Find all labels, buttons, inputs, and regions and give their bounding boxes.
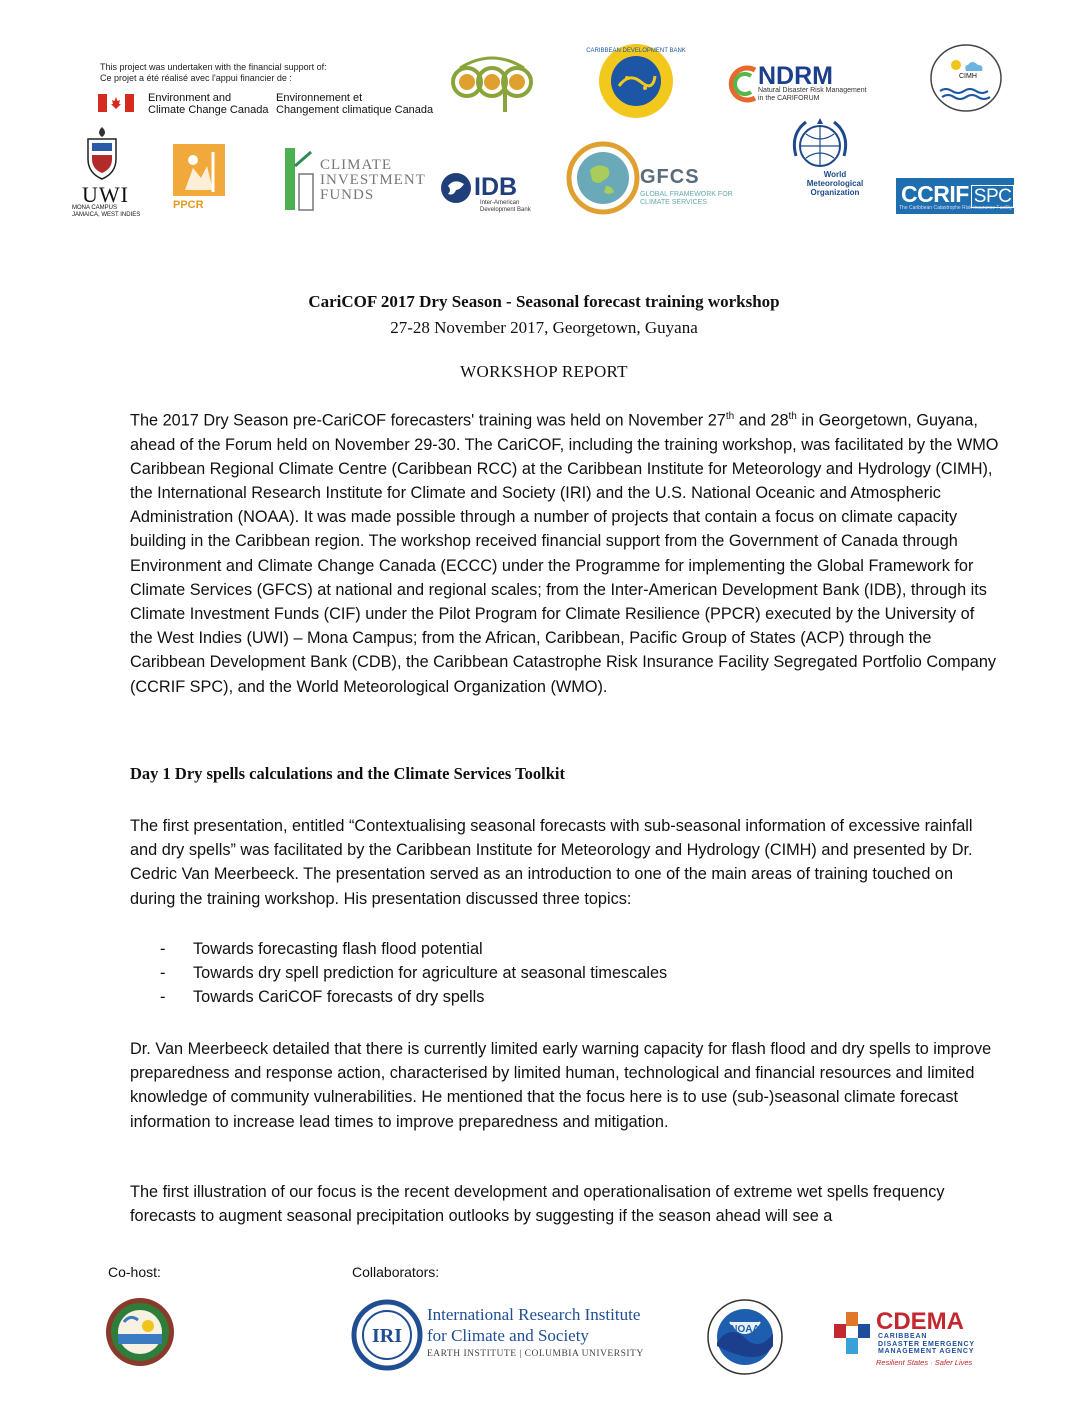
cohost-seal-icon (104, 1296, 176, 1368)
list-item: - Towards CariCOF forecasts of dry spells (160, 985, 667, 1009)
idb-logo-subtitle: Inter-American Development Bank (480, 200, 531, 213)
ndrm-mark-icon (731, 64, 759, 104)
illustration-paragraph: The first illustration of our focus is the recent development and operationalisation of extreme wet spells frequency forecasts to augment seasonal precipitation outlooks by suggesting if the season ahead will see a (130, 1183, 945, 1226)
cif-logo-text: CLIMATE INVESTMENT FUNDS (320, 157, 426, 203)
idb-logo-text: IDB (474, 173, 518, 201)
idb-mark-icon (440, 172, 472, 204)
gfcs-globe-icon (566, 140, 640, 216)
report-label: WORKSHOP REPORT (460, 362, 628, 381)
wmo-emblem-icon (790, 116, 850, 172)
gfcs-logo-text: GFCS (640, 166, 700, 188)
ndrm-logo-text: NDRM (758, 62, 833, 90)
ppcr-logo (173, 144, 225, 196)
uwi-logo-subtitle: MONA CAMPUS JAMAICA, WEST INDIES (72, 205, 141, 218)
cohost-label: Co-host: (108, 1264, 161, 1280)
document-subtitle: 27-28 November 2017, Georgetown, Guyana (390, 318, 698, 337)
iri-logo-text: International Research Institute for Climate and Society (427, 1305, 641, 1345)
canada-flag-icon (98, 94, 134, 112)
eccc-french-name: Environnement et Changement climatique Canada (276, 92, 434, 116)
acp-logo (450, 46, 534, 114)
cif-mark-icon (283, 146, 317, 212)
iri-mark-text: IRI (371, 1325, 403, 1347)
list-item: - Towards dry spell prediction for agriculture at seasonal timescales (160, 961, 667, 985)
iri-logo-icon (352, 1300, 422, 1370)
cimh-logo-text: CIMH (959, 73, 977, 80)
document-title: CariCOF 2017 Dry Season - Seasonal forecast training workshop (308, 292, 780, 311)
noaa-logo-text: NOAA (730, 1324, 760, 1335)
cdb-logo-text: CARIBBEAN DEVELOPMENT BANK (586, 48, 686, 54)
early-warning-paragraph: Dr. Van Meerbeeck detailed that there is currently limited early warning capacity for flash flood and dry spells to improve preparedness and response action, characterised by limited human, technological and financial resources and limited knowledge of community vulnerabilities. He mentioned that the focus here is to use (sub-)seasonal climate forecast information to increase lead times to improve preparedness and mitigation. (130, 1040, 992, 1131)
iri-logo-subtitle: EARTH INSTITUTE | COLUMBIA UNIVERSITY (427, 1349, 644, 1359)
collaborators-label: Collaborators: (352, 1264, 440, 1280)
wmo-logo-text: World Meteorological Organization (806, 170, 864, 197)
gfcs-logo-subtitle: GLOBAL FRAMEWORK FOR CLIMATE SERVICES (640, 191, 733, 206)
cdema-logo-subtitle: CARIBBEAN DISASTER EMERGENCY MANAGEMENT AGENCY (878, 1333, 975, 1355)
section-heading: Day 1 Dry spells calculations and the Climate Services Toolkit (130, 764, 565, 783)
ppcr-logo-text: PPCR (173, 199, 204, 211)
topics-list (160, 937, 667, 1010)
funding-statement: This project was undertaken with the financial support of: Ce projet a été réalisé avec l'appui financier de : (100, 62, 327, 83)
noaa-logo-icon (706, 1298, 784, 1376)
intro-paragraph: The 2017 Dry Season pre-CariCOF forecasters' training was held on November 27th and 28th in Georgetown, Guyana, ahead of the Forum held on November 29-30. The CariCOF, including the training workshop, was facilitated by the WMO Caribbean Regional Climate Centre (Caribbean RCC) at the Caribbean Institute for Meteorology and Hydrology (CIMH), the International Research Institute for Climate and Society (IRI) and the U.S. National Oceanic and Atmospheric Administration (NOAA). It was made possible through a number of projects that contain a focus on climate capacity building in the Caribbean region. The workshop received financial support from the Government of Canada through Environment and Climate Change Canada (ECCC) under the Programme for implementing the Global Framework for Climate Services (GFCS) at national and regional scales; from the Inter-American Development Bank (IDB), through its Climate Investment Funds (CIF) under the Pilot Program for Climate Resilience (PPCR) executed by the University of the West Indies (UWI) – Mona Campus; from the African, Caribbean, Pacific Group of States (ACP) through the Caribbean Development Bank (CDB), the Caribbean Catastrophe Risk Insurance Facility Segregated Portfolio Company (CCRIF SPC), and the World Meteorological Organization (WMO). (130, 411, 999, 696)
eccc-english-name: Environment and Climate Change Canada (148, 92, 269, 116)
cdema-logo-text: CDEMA (876, 1308, 964, 1335)
ccrif-logo: CCRIF SPC The Caribbean Catastrophe Risk Insurance Facility (896, 178, 1014, 214)
cdema-mark-icon (832, 1310, 874, 1356)
cdb-logo (586, 42, 686, 120)
ndrm-logo-subtitle: Natural Disaster Risk Management in the CARIFORUM (758, 87, 867, 102)
uwi-crest-icon (84, 125, 120, 181)
cdema-motto: Resilient States · Safer Lives (876, 1358, 973, 1367)
uwi-logo-text: UWI (82, 182, 129, 207)
presentation-paragraph: The first presentation, entitled “Contextualising seasonal forecasts with sub-seasonal information of excessive rainfall and dry spells” was facilitated by the Caribbean Institute for Meteorology and Hydrology (CIMH) and presented by Dr. Cedric Van Meerbeeck. The presentation served as an introduction to one of the main areas of training touched on during the training workshop. His presentation discussed three topics: (130, 817, 973, 908)
list-item: - Towards forecasting flash flood potential (160, 937, 667, 961)
